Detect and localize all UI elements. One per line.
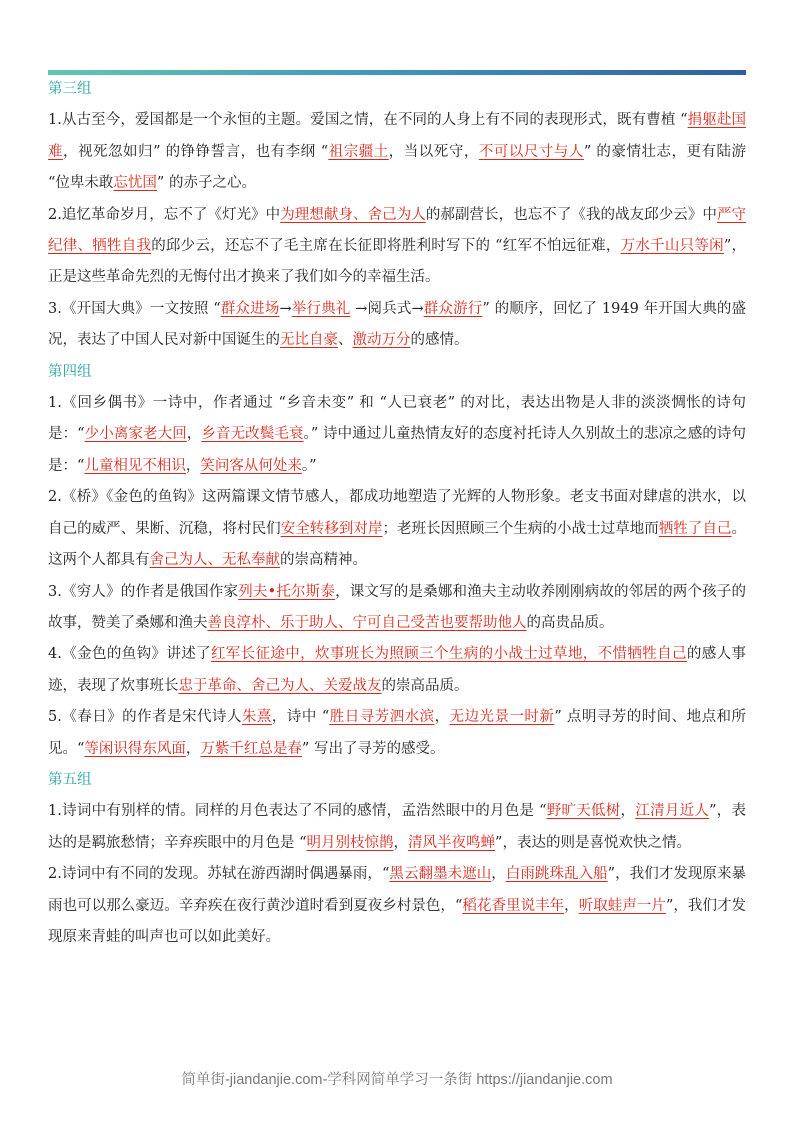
answer-text: 万水千山只等闲 (620, 238, 724, 255)
question-text: 、 (338, 332, 353, 349)
answer-text: 祖宗疆土 (328, 143, 389, 160)
question-text: → (279, 300, 292, 317)
answer-text: 无比自豪 (280, 332, 338, 349)
answer-text: 忠于革命、舍己为人、关爱战友 (178, 677, 382, 694)
section-heading: 第四组 (48, 363, 92, 380)
question-text: ”，我们才发现原来青蛙的叫声也可以如此美好。 (48, 897, 747, 945)
answer-text: 黑云翻墨未遮山 (389, 866, 492, 883)
question-text: 的郝副营长，也忘不了《我的战友邱少云》中 (425, 206, 717, 223)
answer-text: 牺牲了自己 (658, 520, 732, 537)
question-paragraph (48, 859, 746, 953)
question-text: 1.从古至今，爱国都是一个永恒的主题。爱国之情，在不同的人身上有不同的表现形式，既有曹植 “ (48, 112, 688, 129)
answer-text: 白雨跳珠乱入船 (505, 866, 608, 883)
question-text: ”，表达的则是喜悦欢快之情。 (495, 834, 691, 851)
question-text: 3.《穷人》的作者是俄国作家 (48, 583, 239, 600)
question-text: ， (491, 866, 506, 883)
question-text: 3.《开国大典》一文按照 “ (48, 300, 221, 317)
question-text: ” 点明寻芳的时间、地点和所见。“ (48, 709, 747, 757)
question-text: 2.诗词中有不同的发现。苏轼在游西湖时偶遇暴雨，“ (48, 866, 390, 883)
answer-text: 严守纪律、牺牲自我 (48, 206, 747, 255)
question-paragraph (48, 294, 746, 357)
answer-text: 举行典礼 (291, 300, 351, 317)
question-text: 4.《金色的鱼钩》讲述了 (48, 646, 211, 663)
answer-text: 捐躯赴国难 (48, 112, 747, 160)
answer-text: 江清月近人 (635, 803, 710, 820)
question-text: ”，表达的是羁旅愁情；辛弃疾眼中的月色是 “ (48, 803, 747, 851)
question-text: ， (620, 803, 636, 820)
question-text: ，当以死守， (388, 143, 479, 160)
question-paragraph (48, 482, 746, 576)
question-text: 2.《桥》《金色的鱼钩》这两篇课文情节感人，都成功地塑造了光辉的人物形象。老支书面对肆虐的洪水，以自己的威严、果断、沉稳，将村民们 (48, 489, 746, 537)
question-text: ”，正是这些革命先烈的无悔付出才换来了我们如今的幸福生活。 (48, 238, 746, 286)
answer-text: 群众游行 (423, 300, 483, 317)
question-text: ” 的赤子之心。 (156, 175, 256, 192)
question-text: ，视死忽如归” 的铮铮誓言，也有李纲 “ (63, 143, 329, 160)
question-text: 的感人事迹，表现了炊事班长 (48, 646, 746, 694)
section-heading: 第五组 (48, 771, 92, 788)
question-text: 的邱少云，还忘不了毛主席在长征即将胜利时写下的 “红军不怕远征难， (151, 238, 621, 255)
answer-text: 明月别枝惊鹊 (306, 834, 394, 851)
answer-text: 安全转移到对岸 (280, 520, 383, 537)
answer-text: 胜日寻芳泗水滨 (329, 709, 435, 726)
question-text: ，课文写的是桑娜和渔夫主动收养刚刚病故的邻居的两个孩子的故事，赞美了桑娜和渔夫 (48, 583, 746, 631)
question-text: 。这两个人都具有 (48, 520, 747, 569)
question-paragraph (48, 388, 746, 482)
question-text: ” 的顺序，回忆了 1949 年开国大典的盛况，表达了中国人民对新中国诞生的 (48, 300, 747, 349)
answer-text: 听取蛙声一片 (578, 897, 666, 914)
question-paragraph (48, 577, 746, 640)
question-text: 的高贵品质。 (526, 614, 614, 631)
answer-text: 儿童相见不相识 (84, 457, 186, 474)
answer-text: 等闲识得东风面 (84, 740, 186, 757)
question-paragraph (48, 105, 746, 199)
question-text: ， (393, 834, 409, 851)
question-text: 5.《春日》的作者是宋代诗人 (48, 709, 242, 726)
answer-text: 少小离家老大回 (84, 426, 187, 443)
question-text: ， (185, 457, 201, 474)
question-text: ” 写出了寻芳的感受。 (301, 740, 445, 757)
question-text: ，诗中 “ (271, 709, 330, 726)
answer-text: 万紫千红总是春 (200, 740, 302, 757)
question-text: 的崇高精神。 (280, 552, 367, 569)
page-footer: 简单街-jiandanjie.com-学科网简单学习一条街 https://jiandanjie.com (181, 1072, 613, 1088)
answer-text: 忘忧国 (113, 175, 157, 192)
question-text: ， (564, 897, 579, 914)
answer-text: 群众进场 (220, 300, 280, 317)
answer-text: 乡音无改鬓毛衰 (201, 426, 304, 443)
answer-text: 笑问客从何处来 (200, 457, 302, 474)
answer-text: 无边光景一时新 (449, 709, 555, 726)
question-text: ， (185, 740, 201, 757)
question-paragraph (48, 702, 746, 765)
question-text: ” 的豪情壮志，更有陆游 “位卑未敢 (48, 143, 747, 192)
answer-text: 为理想献身、舍己为人 (280, 206, 426, 223)
answer-text: 野旷天低树 (546, 803, 621, 820)
question-text: ”，我们才发现原来暴雨也可以那么豪迈。辛弃疾在夜行黄沙道时看到夏夜乡村景色，“ (48, 866, 747, 914)
answer-text: 红军长征途中，炊事班长为照顾三个生病的小战士过草地，不惜牺牲自己 (210, 646, 687, 663)
question-text: →阅兵式→ (350, 300, 424, 317)
question-text: ， (186, 426, 202, 443)
question-text: ， (434, 709, 450, 726)
answer-text: 激动万分 (352, 332, 411, 349)
question-paragraph (48, 200, 746, 294)
question-text: 1.诗词中有别样的情。同样的月色表达了不同的感情，孟浩然眼中的月色是 “ (48, 803, 547, 820)
question-text: 的崇高品质。 (381, 677, 469, 694)
question-text: 1.《回乡偶书》一诗中，作者通过 “乡音未变” 和 “人已衰老” 的对比，表达出物是人非的淡淡惆怅的诗句是：“ (48, 395, 746, 443)
question-paragraph (48, 639, 746, 702)
answer-text: 清风半夜鸣蝉 (408, 834, 496, 851)
section-heading: 第三组 (48, 81, 92, 97)
document-body (48, 74, 746, 953)
answer-text: 列夫•托尔斯泰 (238, 583, 336, 600)
answer-text: 舍己为人、无私奉献 (149, 552, 280, 569)
question-paragraph (48, 796, 746, 859)
question-text: 的感情。 (410, 332, 469, 349)
question-text: 2.追忆革命岁月，忘不了《灯光》中 (48, 206, 281, 223)
question-text: 。” (301, 457, 317, 474)
answer-text: 不可以尺寸与人 (478, 143, 584, 160)
answer-text: 善良淳朴、乐于助人、宁可自己受苦也要帮助他人 (207, 614, 527, 631)
answer-text: 稻花香里说丰年 (462, 897, 565, 914)
question-text: 。” 诗中通过儿童热情友好的态度衬托诗人久别故土的悲凉之感的诗句是：“ (48, 426, 747, 474)
question-text: ；老班长因照顾三个生病的小战士过草地而 (382, 520, 659, 537)
answer-text: 朱熹 (241, 709, 272, 726)
